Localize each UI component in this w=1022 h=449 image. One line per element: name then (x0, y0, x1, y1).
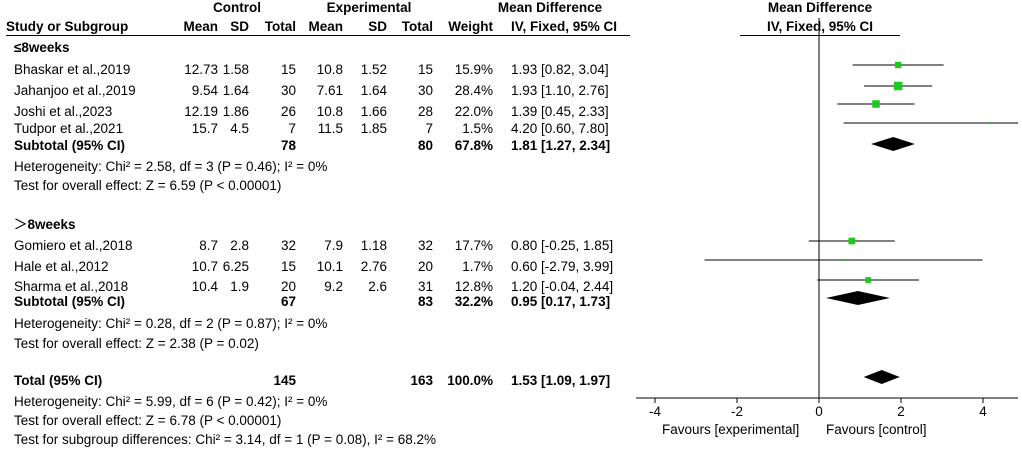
mean-difference-plot-header: Mean Difference (767, 0, 873, 15)
control-sd: 1.58 (222, 62, 249, 77)
experimental-total-header: Total (387, 19, 433, 36)
weight-value: 12.8% (454, 279, 493, 294)
experimental-total: 7 (425, 121, 433, 136)
study-effect-marker (848, 238, 855, 245)
total-control-total: 145 (273, 373, 296, 388)
experimental-header: Experimental (326, 0, 412, 15)
subtotal-experimental-total: 80 (417, 138, 433, 153)
subtotal-control-total: 67 (280, 294, 296, 309)
experimental-mean: 10.8 (316, 62, 343, 77)
experimental-mean: 10.1 (316, 259, 343, 274)
control-mean: 15.7 (191, 121, 218, 136)
experimental-mean: 11.5 (317, 121, 343, 136)
subtotal-label: Subtotal (95% CI) (14, 138, 126, 153)
experimental-mean: 7.9 (324, 238, 343, 253)
overall-effect-text: Test for overall effect: Z = 2.38 (P = 0.02) (14, 336, 259, 351)
ci-text: 1.20 [-0.04, 2.44] (511, 279, 614, 294)
experimental-total: 15 (417, 62, 433, 77)
control-sd: 6.25 (222, 259, 249, 274)
control-mean-header: Mean (166, 19, 218, 36)
control-total: 15 (280, 259, 296, 274)
control-header: Control (213, 0, 261, 15)
control-total: 32 (280, 238, 296, 253)
control-total: 15 (280, 62, 296, 77)
subtotal-ci-text: 1.81 [1.27, 2.34] (511, 138, 611, 153)
study-name: Hale et al.,2012 (14, 259, 109, 274)
total-experimental-total: 163 (410, 373, 433, 388)
study-effect-marker (990, 122, 992, 124)
ci-text: 0.60 [-2.79, 3.99] (511, 259, 614, 274)
pooled-effect-diamond (826, 291, 890, 305)
subtotal-label: Subtotal (95% CI) (14, 294, 126, 309)
pooled-effect-diamond (864, 370, 900, 384)
control-sd: 4.5 (230, 121, 249, 136)
x-axis-tick-label: 4 (979, 404, 987, 419)
control-sd: 1.9 (230, 279, 249, 294)
x-axis-tick-label: 2 (897, 404, 905, 419)
control-mean: 12.73 (184, 62, 218, 77)
control-sd: 2.8 (230, 238, 249, 253)
total-weight: 100.0% (447, 373, 493, 388)
study-name: Bhaskar et al.,2019 (14, 62, 131, 77)
method-header: IV, Fixed, 95% CI (493, 19, 630, 36)
control-total-header: Total (249, 19, 296, 36)
experimental-sd-header: SD (343, 19, 387, 36)
study-effect-marker (872, 100, 880, 108)
experimental-sd: 2.6 (368, 279, 387, 294)
study-effect-marker (894, 82, 903, 91)
weight-value: 28.4% (454, 83, 493, 98)
total-heterogeneity-text: Heterogeneity: Chi² = 5.99, df = 6 (P = 0.42); I² = 0% (14, 394, 328, 409)
experimental-total: 28 (417, 104, 433, 119)
experimental-mean: 7.61 (316, 83, 343, 98)
study-effect-marker (843, 259, 845, 261)
total-ci-text: 1.53 [1.09, 1.97] (511, 373, 611, 388)
ci-text: 1.93 [0.82, 3.04] (511, 62, 609, 77)
study-name: Gomiero et al.,2018 (14, 238, 133, 253)
experimental-total: 30 (417, 83, 433, 98)
subtotal-control-total: 78 (280, 138, 296, 153)
experimental-mean-header: Mean (296, 19, 343, 36)
x-axis-tick-label: -4 (648, 404, 662, 419)
weight-value: 17.7% (454, 238, 493, 253)
ci-text: 0.80 [-0.25, 1.85] (511, 238, 614, 253)
experimental-sd: 2.76 (360, 259, 387, 274)
x-axis-tick-label: 0 (815, 404, 823, 419)
subtotal-ci-text: 0.95 [0.17, 1.73] (511, 294, 611, 309)
study-column-header: Study or Subgroup (6, 19, 176, 36)
control-sd-header: SD (218, 19, 249, 36)
control-sd: 1.64 (222, 83, 249, 98)
experimental-mean: 9.2 (324, 279, 343, 294)
pooled-effect-diamond (871, 137, 915, 151)
subtotal-weight: 67.8% (454, 138, 493, 153)
control-mean: 9.54 (191, 83, 218, 98)
control-mean: 8.7 (199, 238, 218, 253)
control-mean: 10.7 (191, 259, 218, 274)
experimental-total: 32 (417, 238, 433, 253)
weight-value: 1.5% (462, 121, 493, 136)
study-name: Jahanjoo et al.,2019 (14, 83, 136, 98)
experimental-sd: 1.52 (360, 62, 387, 77)
experimental-sd: 1.85 (360, 121, 387, 136)
study-effect-marker (895, 62, 901, 68)
subgroup-differences-text: Test for subgroup differences: Chi² = 3.14, df = 1 (P = 0.08), I² = 68.2% (14, 432, 436, 447)
control-mean: 10.4 (191, 279, 218, 294)
weight-value: 22.0% (454, 104, 493, 119)
ci-text: 1.93 [1.10, 2.76] (511, 83, 609, 98)
subtotal-weight: 32.2% (454, 294, 493, 309)
control-mean: 12.19 (184, 104, 218, 119)
ci-text: 1.39 [0.45, 2.33] (511, 104, 609, 119)
ci-text: 4.20 [0.60, 7.80] (511, 121, 609, 136)
study-name: Joshi et al.,2023 (14, 104, 113, 119)
favours-experimental-label: Favours [experimental] (662, 422, 800, 437)
control-total: 7 (288, 121, 296, 136)
control-total: 20 (280, 279, 296, 294)
experimental-mean: 10.8 (316, 104, 343, 119)
experimental-sd: 1.66 (360, 104, 387, 119)
heterogeneity-text: Heterogeneity: Chi² = 0.28, df = 2 (P = 0.87); I² = 0% (14, 316, 328, 331)
subtotal-experimental-total: 83 (417, 294, 433, 309)
control-total: 26 (280, 104, 296, 119)
x-axis-tick-label: -2 (730, 404, 744, 419)
experimental-total: 20 (417, 259, 433, 274)
control-sd: 1.86 (222, 104, 249, 119)
control-total: 30 (280, 83, 296, 98)
weight-value: 1.7% (462, 259, 493, 274)
subgroup-title: ＞8weeks (14, 217, 76, 232)
experimental-total: 31 (417, 279, 433, 294)
method-plot-header: IV, Fixed, 95% CI (740, 19, 900, 36)
favours-control-label: Favours [control] (826, 422, 927, 437)
experimental-sd: 1.64 (360, 83, 387, 98)
study-name: Sharma et al.,2018 (14, 279, 129, 294)
heterogeneity-text: Heterogeneity: Chi² = 2.58, df = 3 (P = 0.46); I² = 0% (14, 159, 328, 174)
weight-value: 15.9% (454, 62, 493, 77)
experimental-sd: 1.18 (360, 238, 387, 253)
study-name: Tudpor et al.,2021 (14, 121, 124, 136)
study-effect-marker (865, 277, 871, 283)
mean-difference-header: Mean Difference (497, 0, 603, 15)
total-overall-effect-text: Test for overall effect: Z = 6.78 (P < 0.00001) (14, 413, 282, 428)
weight-header: Weight (433, 19, 493, 36)
overall-effect-text: Test for overall effect: Z = 6.59 (P < 0.00001) (14, 178, 282, 193)
total-label: Total (95% CI) (14, 373, 103, 388)
subgroup-title: ≤8weeks (14, 40, 70, 55)
